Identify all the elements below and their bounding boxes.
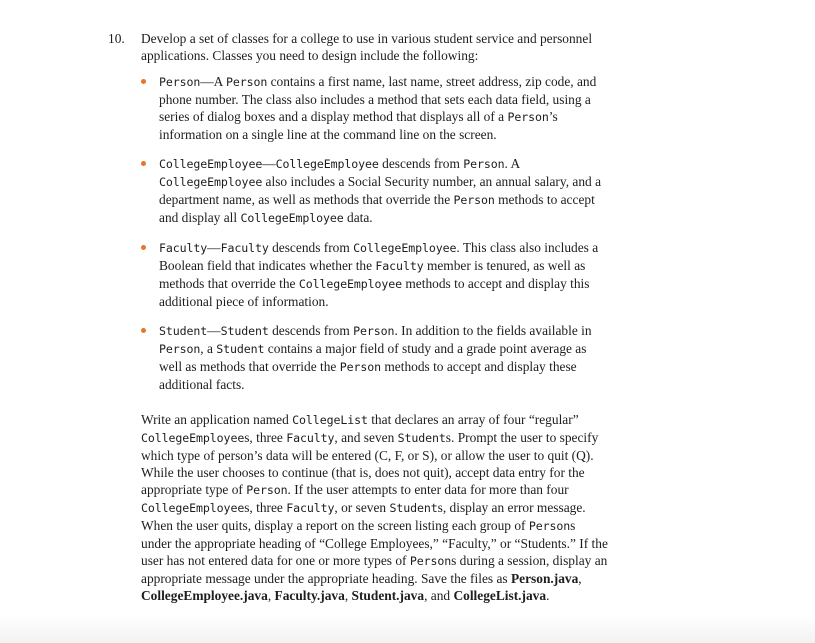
- code-term: CollegeList: [292, 413, 368, 427]
- code-term: Faculty: [159, 241, 208, 255]
- code-term: CollegeEmployee: [298, 277, 403, 291]
- code-term: Faculty: [220, 241, 269, 255]
- code-term: Person: [159, 342, 201, 356]
- text-segment: data.: [343, 210, 373, 225]
- text-segment: —A: [200, 74, 226, 89]
- text-segment: ,: [344, 588, 352, 603]
- code-term: Person: [507, 110, 549, 124]
- code-term: CollegeEmployee: [353, 241, 457, 255]
- text-segment: , or seven: [334, 500, 390, 515]
- code-term: CollegeEmployee: [240, 211, 344, 225]
- code-term: CollegeEmployee: [275, 157, 379, 171]
- bullet-dot-icon: [141, 328, 146, 333]
- text-segment: —: [262, 156, 276, 171]
- text-segment: methods to accept and display these additional facts.: [159, 359, 577, 392]
- code-term: CollegeEmployee: [141, 431, 245, 445]
- code-term: Person: [225, 75, 268, 89]
- code-term: Faculty: [286, 431, 335, 445]
- code-term: Person: [463, 157, 505, 171]
- file-name: CollegeEmployee.java: [141, 588, 268, 603]
- text-segment: contains a first name, last name, street address, zip code, and phone number. The class also includes a method that sets each data field, using a series of dialog boxes and a display method that displays all of a: [159, 74, 597, 124]
- code-term: CollegeEmployee: [141, 501, 245, 515]
- text-segment: s. Prompt the user to specify which type of person’s data will be entered (C, F, or S), or allow the user to quit (Q). While the user chooses to continue (that is, does not quit), accept data entry for the appropriate type of: [141, 430, 599, 497]
- text-segment: —: [207, 323, 221, 338]
- code-term: Person: [528, 519, 571, 533]
- code-term: Student: [159, 324, 208, 338]
- text-segment: member is tenured, as well as methods that override the: [159, 258, 586, 291]
- class-description-item: [159, 155, 608, 227]
- file-name: CollegeList.java: [453, 588, 547, 603]
- text-segment: descends from: [268, 240, 354, 255]
- code-term: Person: [453, 193, 495, 207]
- text-segment: ,: [578, 571, 582, 586]
- text-segment: that declares an array of four “regular”: [367, 412, 579, 427]
- code-term: Faculty: [286, 501, 335, 515]
- file-name: Faculty.java: [274, 588, 345, 603]
- text-segment: s during a session, display an appropriate message under the appropriate heading. Save the files as: [141, 553, 608, 586]
- bullet-dot-icon: [141, 245, 146, 250]
- code-term: Student: [216, 342, 265, 356]
- text-segment: methods to accept and display all: [159, 192, 595, 225]
- code-term: CollegeEmployee: [159, 175, 263, 189]
- bullet-dot-icon: [141, 161, 146, 166]
- text-segment: also includes a Social Security number, an annual salary, and a department name, as well as methods that override the: [159, 174, 602, 207]
- bullet-dot-icon: [141, 79, 146, 84]
- text-segment: ,: [267, 588, 275, 603]
- text-segment: ’s information on a single line at the command line on the screen.: [159, 109, 558, 142]
- text-segment: . This class also includes a Boolean field that indicates whether the: [159, 240, 599, 273]
- text-segment: . If the user attempts to enter data for more than four: [287, 482, 569, 497]
- text-segment: s, three: [244, 500, 287, 515]
- code-term: Student: [389, 501, 438, 515]
- text-segment: Write an application named: [141, 412, 293, 427]
- text-segment: descends from: [378, 156, 464, 171]
- text-segment: . A: [504, 156, 520, 171]
- code-term: Faculty: [375, 259, 424, 273]
- class-list: [108, 73, 608, 393]
- exercise-intro: Develop a set of classes for a college to use in various student service and personnel applications. Classes you need to design include the following:: [141, 31, 593, 63]
- text-segment: , and seven: [334, 430, 398, 445]
- class-description-item: [159, 322, 608, 393]
- text-segment: , and: [424, 588, 454, 603]
- text-segment: s, three: [244, 430, 287, 445]
- code-term: Student: [397, 431, 446, 445]
- text-segment: , a: [200, 341, 217, 356]
- text-segment: s, display an error message. When the user quits, display a report on the screen listing each group of: [141, 500, 586, 533]
- file-name: Student.java: [351, 588, 425, 603]
- class-description-item: [159, 73, 608, 143]
- code-term: Person: [159, 75, 201, 89]
- text-segment: descends from: [268, 323, 354, 338]
- code-term: Person: [246, 483, 288, 497]
- closing-paragraph: [141, 411, 608, 604]
- text-segment: .: [546, 588, 550, 603]
- code-term: CollegeEmployee: [159, 157, 263, 171]
- exercise-number: 10.: [108, 31, 125, 46]
- text-segment: —: [207, 240, 221, 255]
- file-name: Person.java: [510, 571, 579, 586]
- text-segment: contains a major field of study and a grade point average as well as methods that override the: [159, 341, 587, 374]
- code-term: Person: [353, 324, 395, 338]
- code-term: Person: [409, 554, 452, 568]
- code-term: Student: [220, 324, 269, 338]
- page-bottom-shadow: [0, 615, 815, 643]
- text-segment: s under the appropriate heading of “College Employees,” “Faculty,” or “Students.” If the user has not entered data for one or more types of: [141, 518, 608, 568]
- text-segment: methods to accept and display this additional piece of information.: [159, 276, 590, 309]
- text-segment: . In addition to the fields available in: [394, 323, 592, 338]
- exercise-10: [108, 30, 608, 604]
- code-term: Person: [339, 360, 382, 374]
- class-description-item: [159, 239, 608, 310]
